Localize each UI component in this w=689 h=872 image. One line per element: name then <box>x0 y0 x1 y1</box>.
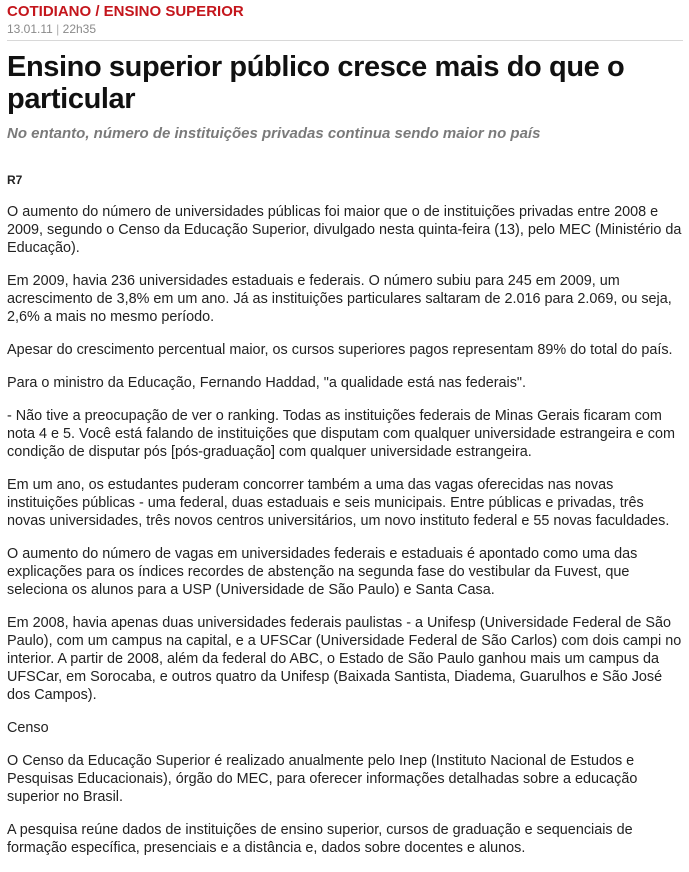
dateline <box>7 22 683 41</box>
paragraph: Em um ano, os estudantes puderam concorrer também a uma das vagas oferecidas nas novas instituições públicas - uma federal, duas estaduais e seis municipais. Entre públicas e privadas, três novas universidades, três novos centros universitários, um novo instituto federal e 55 novas faculdades. <box>7 477 670 529</box>
publish-date: 13.01.11 <box>7 22 53 36</box>
dateline-separator: | <box>56 22 60 36</box>
article-body <box>7 203 683 872</box>
paragraph: O aumento do número de universidades públicas foi maior que o de instituições privadas entre 2008 e 2009, segundo o Censo da Educação Superior, divulgado nesta quinta-feira (13), pelo MEC (Ministério da Educação). <box>7 204 682 256</box>
section-heading-censo: Censo <box>7 720 49 736</box>
paragraph: Em 2009, havia 236 universidades estaduais e federais. O número subiu para 245 em 2009, um acrescimento de 3,8% em um ano. Já as instituições particulares saltaram de 2.016 para 2.069, ou seja, 2,6% a mais no mesmo período. <box>7 273 672 325</box>
paragraph: A pesquisa reúne dados de instituições de ensino superior, cursos de graduação e sequenciais de formação específica, presenciais e a distância e, dados sobre docentes e alunos. <box>7 822 633 856</box>
paragraph: O Censo da Educação Superior é realizado anualmente pelo Inep (Instituto Nacional de Estudos e Pesquisas Educacionais), órgão do MEC, para oferecer informações detalhadas sobre a educação superior no Brasil. <box>7 753 638 805</box>
paragraph: Em 2008, havia apenas duas universidades federais paulistas - a Unifesp (Universidade Federal de São Paulo), com um campus na capital, e a UFSCar (Universidade Federal de São Carlos) com dois campi no interior. A partir de 2008, além da federal do ABC, o Estado de São Paulo ganhou mais um campus da UFSCar, em Sorocaba, e outros quatro da Unifesp (Baixada Santista, Diadema, Guarulhos e São José dos Campos). <box>7 615 682 703</box>
paragraph: - Não tive a preocupação de ver o ranking. Todas as instituições federais de Minas Gerais ficaram com nota 4 e 5. Você está falando de instituições que disputam com qualquer universidade estrangeira e com condição de disputar pós [pós-graduação] com qualquer universidade estrangeira. <box>7 408 675 460</box>
paragraph: O aumento do número de vagas em universidades federais e estaduais é apontado como uma das explicações para os índices recordes de abstenção na segunda fase do vestibular da Fuvest, que seleciona os alunos para a USP (Universidade de São Paulo) e Santa Casa. <box>7 546 638 598</box>
paragraph: Para o ministro da Educação, Fernando Haddad, "a qualidade está nas federais". <box>7 375 527 391</box>
publish-time: 22h35 <box>62 22 97 36</box>
paragraph: Apesar do crescimento percentual maior, os cursos superiores pagos representam 89% do total do país. <box>7 342 673 358</box>
article-source: R7 <box>7 173 23 187</box>
article-title: Ensino superior público cresce mais do que o particular <box>7 51 625 115</box>
article-subtitle: No entanto, número de instituições privadas continua sendo maior no país <box>7 125 541 142</box>
section-kicker-link[interactable]: COTIDIANO / ENSINO SUPERIOR <box>7 3 244 20</box>
